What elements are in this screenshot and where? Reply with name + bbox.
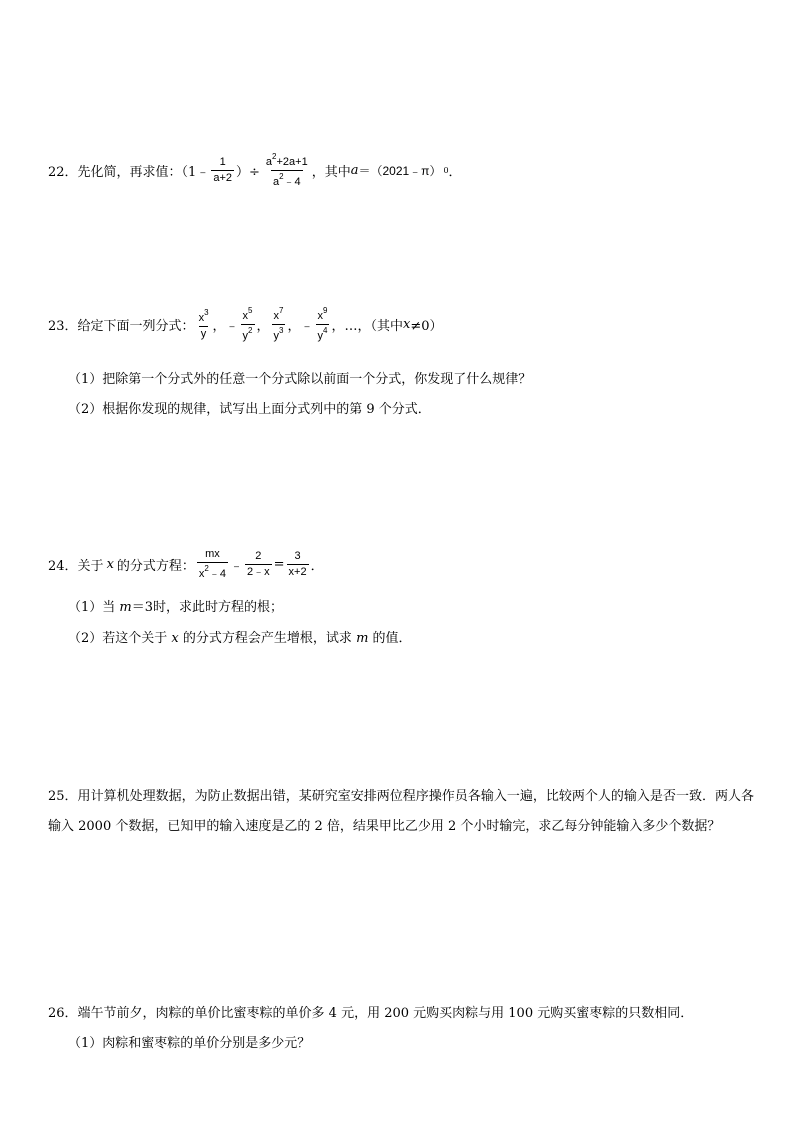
exponent: 0 (443, 165, 449, 175)
question-text: ＝（2021﹣π） (358, 163, 442, 178)
fraction: $\frac{a^2+2a+1}{a^2﹣4}$ (265, 152, 308, 188)
question-number: 24． (48, 558, 78, 574)
variable: x (106, 556, 114, 572)
fraction: $\frac{x^7}{y^3}$ (273, 306, 284, 342)
fraction: $\frac{3}{x+2}$ (288, 550, 307, 578)
question-23: 23． 给定下面一列分式： $\frac{x^3}{y}$ ， ﹣ $\frac{x^5}{y^2}$ ， $\frac{x^7}{y^3}$ ， ﹣ $\frac{x^9}{y^4}$ ，…，（其中 x ≠0） (48, 306, 443, 342)
question-25: 25．用计算机处理数据，为防止数据出错，某研究室安排两位程序操作员各输入一遍，比较两个人的输入是否一致．两人各输入 2000 个数据，已知甲的输入速度是乙的 2 倍，结果甲比乙少用 2 个小时输完，求乙每分钟能输入多少个数据？ (48, 789, 754, 834)
subquestion-26-1: （1）肉粽和蜜枣粽的单价分别是多少元？ (68, 1036, 311, 1051)
fraction: $\frac{x^9}{y^4}$ (317, 306, 328, 342)
question-text: ，其中 (311, 164, 351, 180)
subquestion-24-1: （1）当 m＝3时，求此时方程的根； (68, 600, 284, 615)
variable: x (402, 316, 411, 332)
subquestion-23-2: （2）根据你发现的规律，试写出上面分式列中的第 9 个分式． (68, 402, 431, 417)
fraction: $\frac{mx}{x^2﹣4}$ (198, 548, 226, 580)
question-text: ）÷ (236, 164, 260, 180)
variable: a (350, 162, 359, 178)
question-text: ，…，（其中 (331, 318, 403, 334)
fraction: $\frac{2}{2﹣x}$ (247, 550, 270, 578)
fraction: $\frac{x^5}{y^2}$ (242, 306, 253, 342)
question-26: 26．端午节前夕，肉粽的单价比蜜枣粽的单价多 4 元，用 200 元购买肉粽与用 100 元购买蜜枣粽的只数相同． (48, 1006, 694, 1021)
fraction: $\frac{1}{a+2}$ (213, 156, 232, 184)
question-text: 关于 (77, 558, 104, 574)
question-text: ． (448, 164, 462, 180)
fraction: $\frac{x^3}{y}$ (198, 308, 209, 340)
question-number: 23． (48, 318, 78, 334)
subquestion-24-2: （2）若这个关于 x 的分式方程会产生增根，试求 m 的值． (68, 631, 412, 646)
question-text: 给定下面一列分式： (77, 318, 195, 334)
question-22 (48, 152, 462, 188)
question-24: 24． 关于 x 的分式方程： $\frac{mx}{x^2﹣4}$ ﹣ $\frac{2}{2﹣x}$ = $\frac{3}{x+2}$ ． (48, 548, 324, 580)
subquestion-23-1: （1）把除第一个分式外的任意一个分式除以前面一个分式，你发现了什么规律？ (68, 372, 532, 387)
question-text: 先化简，再求值：（1﹣ (77, 164, 210, 180)
question-number: 22． (48, 164, 78, 180)
question-text: 的分式方程： (116, 558, 195, 574)
question-text: ≠0） (410, 318, 443, 334)
